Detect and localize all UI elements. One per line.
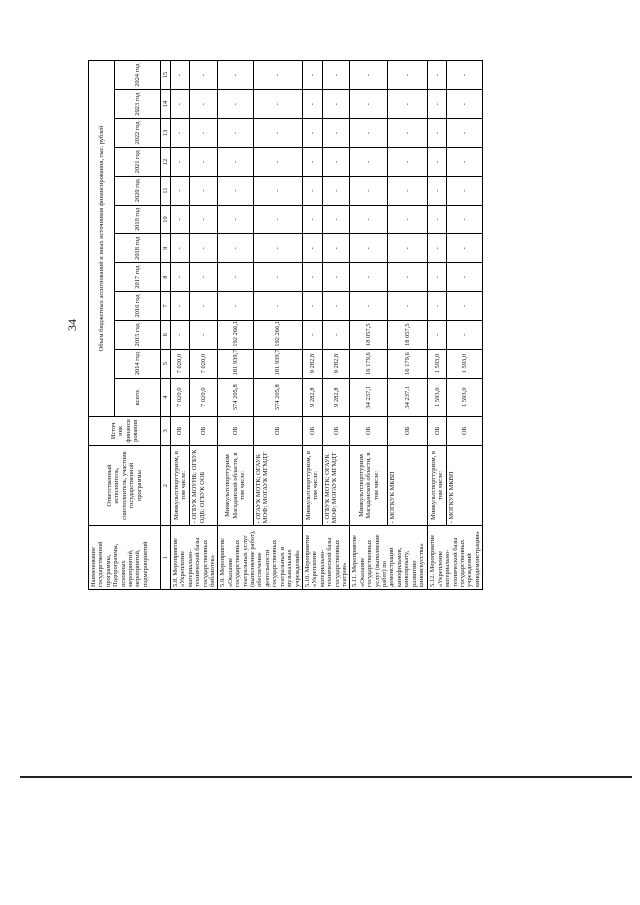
year-value: -	[428, 263, 447, 292]
header-year: 2014 год	[115, 349, 161, 378]
year-value: -	[350, 176, 388, 205]
year-value: -	[323, 234, 350, 263]
executor: Минкультспорттуризм, в том числе:	[171, 445, 190, 526]
year-value: 1 593,0	[428, 349, 447, 378]
year-value: -	[428, 292, 447, 321]
funding-table	[88, 60, 483, 590]
year-value: -	[253, 147, 302, 176]
table-row	[428, 61, 447, 590]
total-value: 7 020,0	[190, 378, 218, 416]
column-number: 14	[161, 90, 171, 119]
total-value: 7 020,0	[171, 378, 190, 416]
column-number: 3	[161, 416, 171, 445]
year-value: -	[253, 263, 302, 292]
measure-name: 5.9. Мероприятие «Оказание государственных театральных услуг (выполнение работ), обеспечение деятельности государственных театральных и музыкальных учреждений»	[218, 526, 302, 590]
year-value: -	[447, 90, 483, 119]
year-value: -	[253, 119, 302, 148]
year-value: -	[350, 205, 388, 234]
year-value: -	[428, 90, 447, 119]
header-year: 2019 год	[115, 205, 161, 234]
funding-source: ОБ	[323, 416, 350, 445]
total-value: 1 593,0	[428, 378, 447, 416]
year-value: -	[171, 61, 190, 90]
funding-source: ОБ	[350, 416, 388, 445]
executor: Минкультспорттуризм, в том числе:	[302, 445, 322, 526]
year-value: -	[388, 176, 428, 205]
page-number: 34	[65, 319, 79, 331]
header-year: 2020 год	[115, 176, 161, 205]
funding-source: ОБ	[447, 416, 483, 445]
year-value: -	[218, 176, 253, 205]
executor: - МОГКУК МКВП	[447, 445, 483, 526]
executor: - ОГАУК МОТК; ОГАУК МОФ; МОГАУК МГМДТ	[253, 445, 302, 526]
column-number: 1	[161, 526, 171, 590]
year-value: -	[171, 119, 190, 148]
year-value: -	[447, 234, 483, 263]
table-row	[388, 61, 428, 590]
header-year: 2024 год	[115, 61, 161, 90]
header-year: 2015 год	[115, 320, 161, 349]
year-value: -	[447, 263, 483, 292]
year-value: -	[190, 263, 218, 292]
year-value: 18 057,5	[388, 320, 428, 349]
column-number: 2	[161, 445, 171, 526]
year-value: -	[171, 176, 190, 205]
measure-name: 5.12. Мероприятие «Укрепление материально-технической базы государственных учреждений кинодемонстрации»	[428, 526, 483, 590]
executor: Минкультспорттуризм Магаданской области, в том числе:	[350, 445, 388, 526]
year-value: -	[350, 234, 388, 263]
year-value: -	[447, 205, 483, 234]
year-value: -	[388, 263, 428, 292]
rotated-document-page	[60, 60, 485, 590]
year-value: -	[302, 147, 322, 176]
year-value: -	[428, 61, 447, 90]
year-value: -	[218, 61, 253, 90]
year-value: -	[171, 147, 190, 176]
column-number: 4	[161, 378, 171, 416]
year-value: -	[171, 263, 190, 292]
table-row	[323, 61, 350, 590]
year-value: -	[253, 205, 302, 234]
year-value: -	[171, 234, 190, 263]
total-value: 9 282,8	[323, 378, 350, 416]
header-year: 2021 год	[115, 147, 161, 176]
year-value: -	[323, 205, 350, 234]
year-value: 192 266,1	[218, 320, 253, 349]
year-value: -	[171, 292, 190, 321]
year-value: -	[323, 119, 350, 148]
header-year: 2017 год	[115, 263, 161, 292]
measure-name: 5.10. Мероприятие «Укрепление материально-технической базы государственных театров»	[302, 526, 349, 590]
executor: - МОГКУК МКВП	[388, 445, 428, 526]
year-value: -	[428, 320, 447, 349]
year-value: -	[428, 119, 447, 148]
year-value: -	[428, 147, 447, 176]
year-value: -	[388, 61, 428, 90]
funding-source: ОБ	[428, 416, 447, 445]
year-value: -	[388, 90, 428, 119]
total-value: 374 205,8	[218, 378, 253, 416]
year-value: -	[447, 176, 483, 205]
year-value: -	[428, 234, 447, 263]
measure-name: 5.8. Мероприятие «Укрепление материально-технической базы государственных библиотек»	[171, 526, 218, 590]
year-value: -	[447, 320, 483, 349]
header-source: Источ ник финанси рования	[89, 416, 161, 445]
header-funding-group: Объем бюджетных ассигнований и иных источников финансирования, тыс. рублей	[89, 61, 115, 417]
year-value: 181 939,7	[218, 349, 253, 378]
total-value: 34 237,1	[388, 378, 428, 416]
year-value: -	[218, 90, 253, 119]
total-value: 1 593,0	[447, 378, 483, 416]
year-value: -	[388, 292, 428, 321]
funding-source: ОБ	[171, 416, 190, 445]
table-row	[218, 61, 253, 590]
year-value: -	[253, 90, 302, 119]
header-name: Наименование государственной программы, Подпрограммы, основных мероприятий, мероприятий, подмероприятий	[89, 526, 161, 590]
funding-source: ОБ	[253, 416, 302, 445]
year-value: 16 179,6	[388, 349, 428, 378]
year-value: -	[447, 147, 483, 176]
table-row	[171, 61, 190, 590]
executor: Минкультспорттуризм Магаданской области, в том числе:	[218, 445, 253, 526]
year-value: -	[218, 205, 253, 234]
year-value: -	[218, 263, 253, 292]
year-value: -	[388, 205, 428, 234]
year-value: -	[323, 147, 350, 176]
total-value: 374 205,8	[253, 378, 302, 416]
year-value: -	[190, 292, 218, 321]
year-value: -	[190, 234, 218, 263]
header-year: 2022 год	[115, 119, 161, 148]
column-number: 9	[161, 234, 171, 263]
total-value: 34 237,1	[350, 378, 388, 416]
year-value: -	[302, 90, 322, 119]
column-number: 8	[161, 263, 171, 292]
year-value: -	[253, 61, 302, 90]
column-number: 12	[161, 147, 171, 176]
year-value: -	[302, 263, 322, 292]
year-value: -	[388, 119, 428, 148]
year-value: -	[447, 119, 483, 148]
year-value: -	[253, 292, 302, 321]
year-value: -	[447, 292, 483, 321]
year-value: -	[350, 61, 388, 90]
year-value: -	[388, 147, 428, 176]
year-value: -	[171, 90, 190, 119]
column-number: 5	[161, 349, 171, 378]
funding-source: ОБ	[302, 416, 322, 445]
funding-source: ОБ	[190, 416, 218, 445]
year-value: -	[302, 320, 322, 349]
year-value: -	[302, 292, 322, 321]
header-total: всего:	[115, 378, 161, 416]
column-number: 13	[161, 119, 171, 148]
table-row	[190, 61, 218, 590]
year-value: -	[350, 147, 388, 176]
year-value: -	[190, 119, 218, 148]
year-value: -	[171, 320, 190, 349]
year-value: 181 939,7	[253, 349, 302, 378]
executor: - ОГБУК МОУНБ; ОГБУК ОДБ; ОГБУК ООБ	[190, 445, 218, 526]
header-year: 2018 год	[115, 234, 161, 263]
column-number: 15	[161, 61, 171, 90]
year-value: -	[190, 320, 218, 349]
header-year: 2023 год	[115, 90, 161, 119]
column-number: 11	[161, 176, 171, 205]
column-number: 6	[161, 320, 171, 349]
year-value: -	[323, 292, 350, 321]
year-value: -	[388, 234, 428, 263]
total-value: 9 282,8	[302, 378, 322, 416]
year-value: -	[323, 90, 350, 119]
year-value: -	[350, 119, 388, 148]
year-value: -	[323, 320, 350, 349]
funding-source: ОБ	[388, 416, 428, 445]
year-value: -	[302, 176, 322, 205]
year-value: -	[428, 205, 447, 234]
year-value: -	[190, 90, 218, 119]
year-value: 7 020,0	[171, 349, 190, 378]
year-value: -	[302, 119, 322, 148]
year-value: 9 282,8	[323, 349, 350, 378]
executor: Минкультспорттуризм, в том числе:	[428, 445, 447, 526]
column-number: 10	[161, 205, 171, 234]
year-value: -	[302, 61, 322, 90]
year-value: 7 020,0	[190, 349, 218, 378]
funding-source: ОБ	[218, 416, 253, 445]
year-value: 9 282,8	[302, 349, 322, 378]
year-value: -	[350, 90, 388, 119]
column-number: 7	[161, 292, 171, 321]
year-value: -	[218, 234, 253, 263]
year-value: -	[350, 292, 388, 321]
year-value: -	[190, 61, 218, 90]
year-value: -	[218, 119, 253, 148]
year-value: -	[253, 176, 302, 205]
year-value: 16 179,6	[350, 349, 388, 378]
year-value: -	[323, 61, 350, 90]
year-value: -	[447, 61, 483, 90]
year-value: -	[323, 176, 350, 205]
header-executor: Ответственный исполнитель, соисполнитель, участник государственной программы	[89, 445, 161, 526]
year-value: -	[302, 234, 322, 263]
year-value: -	[171, 205, 190, 234]
year-value: -	[218, 147, 253, 176]
year-value: -	[350, 263, 388, 292]
year-value: -	[190, 147, 218, 176]
executor: - ОГБУК МОТК; ОГАУК МОФ; МОГАУК МГМДТ	[323, 445, 350, 526]
year-value: -	[253, 234, 302, 263]
year-value: 18 057,5	[350, 320, 388, 349]
table-row	[447, 61, 483, 590]
year-value: -	[302, 205, 322, 234]
header-year: 2016 год	[115, 292, 161, 321]
year-value: 1 593,0	[447, 349, 483, 378]
table-row	[350, 61, 388, 590]
table-row	[302, 61, 322, 590]
measure-name: 5.11. Мероприятие «Оказание государственных услуг (выполнение работ) по демонстрации кинофильмов, кинопрокату, развитию киноискусства»	[350, 526, 428, 590]
year-value: -	[323, 263, 350, 292]
year-value: -	[190, 176, 218, 205]
year-value: -	[190, 205, 218, 234]
table-row	[253, 61, 302, 590]
page-rule	[20, 776, 632, 778]
year-value: 192 266,1	[253, 320, 302, 349]
year-value: -	[428, 176, 447, 205]
year-value: -	[218, 292, 253, 321]
